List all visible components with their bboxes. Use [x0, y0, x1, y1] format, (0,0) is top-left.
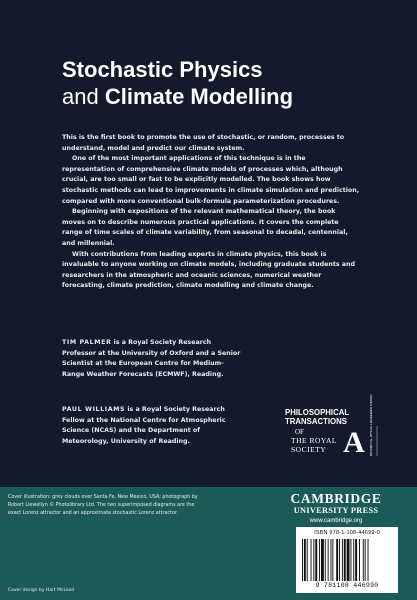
rs-vertical-subtitle — [368, 394, 382, 456]
barcode-stripe — [342, 539, 343, 581]
book-description — [62, 133, 360, 292]
editor-name-palmer: TIM PALMER — [62, 339, 112, 346]
publisher-name-line-1: CAMBRIDGE — [290, 491, 382, 506]
barcode-stripe — [313, 539, 314, 581]
barcode-stripe — [355, 539, 357, 581]
barcode-stripe — [319, 539, 320, 581]
editor-text-williams: is a Royal Society Research Fellow at the National Centre for Atmospheric Science (NCAS) and the Department of Meteorology, University of Reading. — [62, 406, 226, 446]
barcode-stripe — [336, 539, 338, 581]
barcode-icon — [302, 539, 392, 581]
barcode-stripe — [304, 539, 306, 581]
barcode-stripe — [347, 539, 350, 581]
title-line-1: Stochastic Physics — [62, 57, 263, 82]
publisher-logo — [276, 492, 396, 525]
barcode-stripe — [311, 539, 312, 581]
barcode-stripe — [332, 539, 333, 581]
cover-illustration-credit: Cover illustration: grey clouds over Santa Fe, New Mexico, USA; photograph by Robert Llewellyn © Photolibrary Ltd. The two superimposed diagrams are the exact Lorenz attractor and an approximate stochastic Lorenz attractor. — [8, 495, 198, 517]
editor-text-palmer: is a Royal Society Research Professor at the University of Oxford and a Senior Scientist at the European Centre for Medium-Range Weather Forecasts (ECMWF), Reading. — [62, 339, 241, 379]
barcode-stripe — [350, 539, 351, 581]
barcode-stripe — [368, 539, 369, 581]
barcode-stripe — [353, 539, 354, 581]
editor-name-williams: PAUL WILLIAMS — [62, 406, 126, 413]
rs-letter-a: A — [343, 426, 365, 459]
book-title — [62, 56, 382, 110]
description-paragraph-3: Beginning with expositions of the relevant mathematical theory, the book moves on to describe numerous practical applications. It covers the complete range of time scales of climate variability, from seasonal to decadal, centennial, and millennial. — [62, 208, 348, 247]
barcode-stripe — [365, 539, 366, 581]
isbn-label: ISBN 978-1-108-44699-0 — [314, 530, 380, 536]
description-paragraph-2: One of the most important applications of this technique is in the representation of comprehensive climate models of processes which, although crucial, are too small or fast to be explicitly modelled. The book shows how stochastic methods can lead to improvements in climate simulation and prediction, compared with more conventional bulk-formula parameterization procedures. — [62, 155, 360, 205]
title-line-2-bold: Climate Modelling — [104, 84, 294, 109]
barcode-stripe — [325, 539, 326, 581]
rs-vertical-text: MATHEMATICAL, PHYSICAL & ENGINEERING SCIENCES — [371, 394, 373, 456]
barcode-digits: 9 781108 446990 — [315, 582, 379, 589]
barcode-stripe — [339, 539, 340, 581]
royal-society-logo — [285, 394, 385, 463]
description-paragraph-4: With contributions from leading experts in climate physics, this book is invaluable to anyone working on climate models, including graduate students and researchers in the atmospheric and oceanic sciences, numerical weather forecasting, climate prediction, climate modelling and climate change. — [62, 250, 356, 290]
editor-bio-williams — [62, 405, 242, 448]
editor-bio-palmer — [62, 338, 242, 381]
barcode-stripe — [328, 539, 329, 581]
barcode-stripe — [302, 539, 303, 581]
publisher-name-line-2: UNIVERSITY PRESS — [293, 506, 379, 515]
rs-logo-line-1: PHILOSOPHICAL — [285, 408, 350, 417]
rs-letter-a-mark — [343, 426, 365, 459]
barcode-stripe — [331, 539, 332, 581]
barcode-panel — [296, 527, 398, 593]
barcode-stripe — [321, 539, 324, 581]
rs-logo-line-5: SOCIETY — [291, 445, 327, 454]
barcode-stripe — [315, 539, 317, 581]
barcode-stripe — [363, 539, 364, 581]
rs-logo-line-3: OF — [295, 428, 304, 436]
barcode-stripe — [359, 539, 360, 581]
barcode-stripe — [307, 539, 308, 581]
barcode-stripe — [344, 539, 346, 581]
cover-design-credit: Cover design by Hart McLeod — [8, 588, 75, 593]
rs-logo-line-4: THE ROYAL — [291, 436, 337, 445]
title-line-2-prefix: and — [62, 84, 105, 109]
rs-logo-line-2: TRANSACTIONS — [285, 417, 347, 426]
publisher-url: www.cambridge.org — [309, 518, 363, 524]
title-line-2 — [62, 83, 382, 110]
description-paragraph-1: This is the first book to promote the use of stochastic, or random, processes to understand, model and predict our climate system. — [62, 134, 345, 152]
